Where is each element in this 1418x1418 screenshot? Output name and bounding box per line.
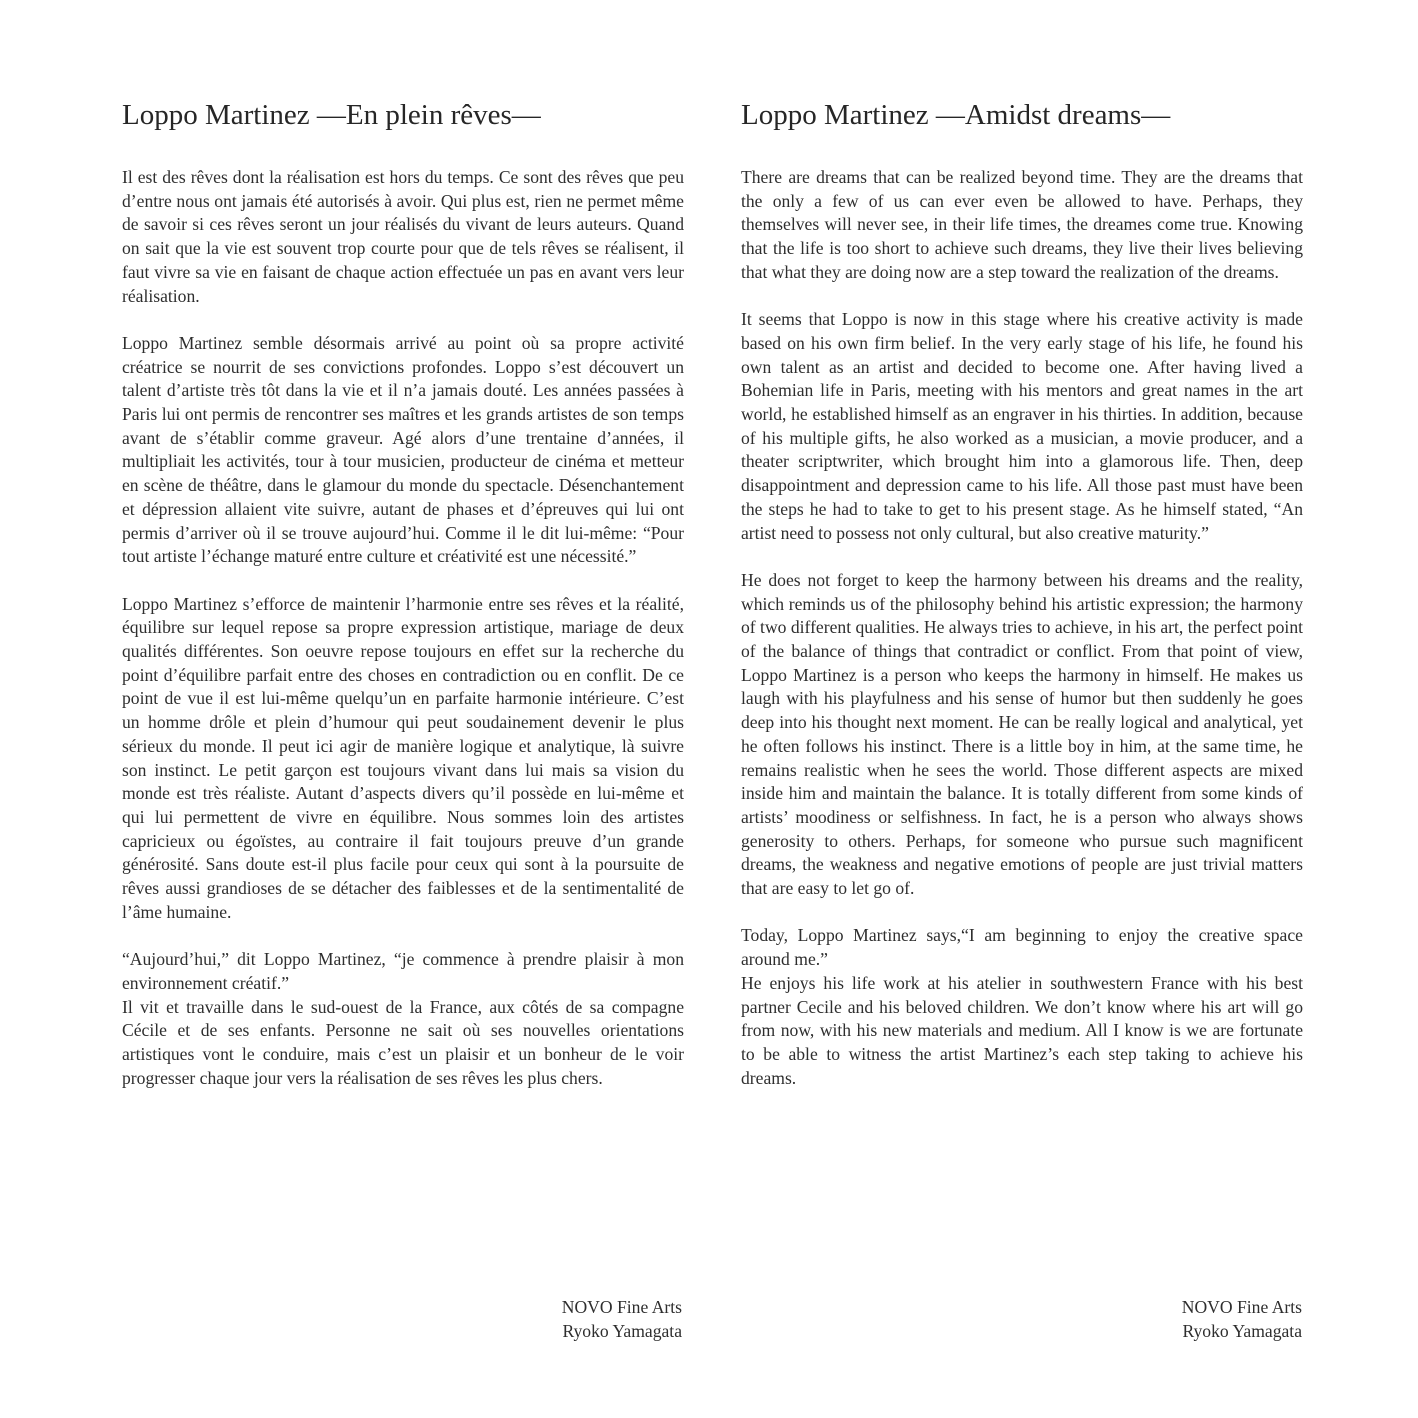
- english-closing-paragraph: He enjoys his life work at his atelier in southwestern France with his best partner Cecile and his beloved children. We don’t know where his art will go from now, with his new materials and medium. All I know is we are fortunate to be able to witness the artist Martinez’s each step taking to achieve his dreams.: [741, 972, 1303, 1088]
- english-column: [741, 96, 1303, 1114]
- french-signature: [562, 1296, 682, 1343]
- french-signature-name: Ryoko Yamagata: [562, 1320, 682, 1341]
- english-paragraph-3: He does not forget to keep the harmony between his dreams and the reality, which reminds us of the philosophy behind his artistic expression; the harmony of two different qualities. He always tries to achieve, in his art, the perfect point of the balance of things that contradict or conflict. From that point of view, Loppo Martinez is a person who keeps the harmony in himself. He makes us laugh with his playfulness and his sense of humor but then suddenly he goes deep into his thought next moment. He can be really logical and analytical, yet he often follows his instinct. There is a little boy in him, at the same time, he remains realistic when he sees the world. Those different aspects are mixed inside him and maintain the balance. It is totally different from some kinds of artists’ moodiness or selfishness. In fact, he is a person who always shows generosity to others. Perhaps, for someone who pursue such magnificent dreams, the weakness and negative emotions of people are just trivial matters that are easy to let go of.: [741, 569, 1304, 899]
- french-paragraph-1: Il est des rêves dont la réalisation est hors du temps. Ce sont des rêves que peu d’entre nous ont jamais été autorisés à avoir. Qui plus est, rien ne permet même de savoir si ces rêves seront un jour réalisés du vivant de leurs auteurs. Quand on sait que la vie est souvent trop courte pour que de tels rêves se réalisent, il faut vivre sa vie en faisant de chaque action effectuée un pas en avant vers leur réalisation.: [122, 167, 684, 306]
- english-paragraph-2: It seems that Loppo is now in this stage where his creative activity is made based on his own firm belief. In the very early stage of his life, he found his own talent as an artist and decided to become one. After having lived a Bohemian life in Paris, meeting with his mentors and great names in the art world, he established himself as an engraver in his thirties. In addition, because of his multiple gifts, he also worked as a musician, a movie producer, and a theater scriptwriter, which brought him into a glamorous life. Then, deep disappointment and depression came to his life. All those past must have been the steps he had to take to get to his present stage. As he himself stated, “An artist need to possess not only cultural, but also creative maturity.”: [741, 309, 1303, 543]
- french-column: [122, 96, 684, 1114]
- english-paragraph-1: There are dreams that can be realized beyond time. They are the dreams that the only a few of us can ever even be allowed to have. Perhaps, they themselves will never see, in their life times, the dreames come true. Knowing that the life is too short to achieve such dreams, they live their lives believing that what they are doing now are a step toward the realization of the dreams.: [741, 167, 1303, 282]
- french-signature-org: NOVO Fine Arts: [561, 1297, 682, 1317]
- english-title: Loppo Martinez —Amidst dreams—: [741, 99, 1171, 131]
- french-closing-paragraph: Il vit et travaille dans le sud-ouest de la France, aux côtés de sa compagne Cécile et de ses enfants. Personne ne sait où ses nouvelles orientations artistiques vont le conduire, mais c’est un plaisir et un bonheur de le voir progresser chaque jour vers la réalisation de ses rêves les plus chers.: [122, 996, 684, 1088]
- english-quote-paragraph: Today, Loppo Martinez says,“I am beginning to enjoy the creative space around me.”: [741, 925, 1303, 970]
- english-signature-org: NOVO Fine Arts: [1181, 1297, 1302, 1317]
- english-signature-name: Ryoko Yamagata: [1182, 1320, 1302, 1341]
- english-signature: [1182, 1296, 1302, 1343]
- french-title: Loppo Martinez —En plein rêves—: [122, 99, 541, 131]
- french-paragraph-3: Loppo Martinez s’efforce de maintenir l’harmonie entre ses rêves et la réalité, équilibre sur lequel repose sa propre expression artistique, mariage de deux qualités différentes. Son oeuvre repose toujours en effet sur la recherche du point d’équilibre parfait entre des choses en contradiction ou en conflit. De ce point de vue il est lui-même quelqu’un en parfaite harmonie intérieure. C’est un homme drôle et plein d’humour qui peut soudainement devenir le plus sérieux du monde. Il peut ici agir de manière logique et analytique, là suivre son instinct. Le petit garçon est toujours vivant dans lui mais sa vision du monde est très réaliste. Autant d’aspects divers qu’il possède en lui-même et qui lui permettent de vivre en équilibre. Nous sommes loin des artistes capricieux ou égoïstes, au contraire il fait toujours preuve d’un grande générosité. Sans doute est-il plus facile pour ceux qui sont à la poursuite de rêves aussi grandioses de se détacher des faiblesses et de la sentimentalité de l’âme humaine.: [122, 593, 684, 922]
- french-quote-paragraph: “Aujourd’hui,” dit Loppo Martinez, “je commence à prendre plaisir à mon environnement créatif.”: [122, 949, 684, 993]
- french-paragraph-2: Loppo Martinez semble désormais arrivé au point où sa propre activité créatrice se nourrit de ses convictions profondes. Loppo s’est découvert un talent d’artiste très tôt dans la vie et il n’a jamais douté. Les années passées à Paris lui ont permis de rencontrer ses maîtres et les grands artistes de son temps avant de s’établir comme graveur. Agé alors d’une trentaine d’années, il multipliait les activités, tour à tour musicien, producteur de cinéma et metteur en scène de théâtre, dans le glamour du monde du spectacle. Désenchantement et dépression allaient vite suivre, autant de phases et d’épreuves qui lui ont permis d’arriver où il se trouve aujourd’hui. Comme il le dit lui-même: “Pour tout artiste l’échange maturé entre culture et créativité est une nécessité.”: [122, 332, 684, 567]
